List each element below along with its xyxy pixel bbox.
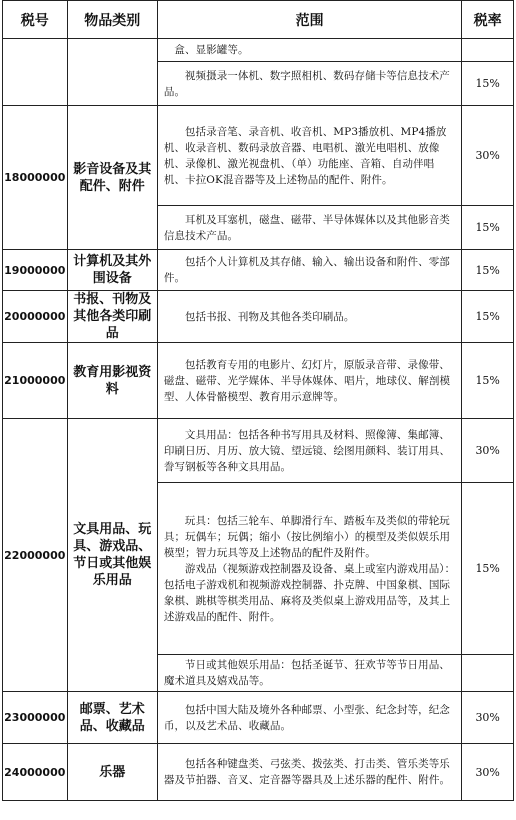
header-tax-code: 税号 [3, 1, 68, 39]
scope: 盒、显影罐等。 [157, 39, 461, 62]
rate: 15% [462, 206, 514, 250]
scope: 包括教育专用的电影片、幻灯片，原版录音带、录像带、磁盘、磁带、光学媒体、半导体媒体、唱片，地球仪、解剖模型、人体骨骼模型、教育用示意牌等。 [157, 343, 461, 419]
scope: 包括个人计算机及其存储、输入、输出设备和附件、零部件。 [157, 250, 461, 291]
category: 乐器 [67, 744, 157, 801]
rate [462, 655, 514, 692]
table-row [3, 692, 514, 744]
header-scope: 范围 [157, 1, 461, 39]
rate: 30% [462, 744, 514, 801]
scope: 玩具：包括三轮车、单脚滑行车、踏板车及类似的带轮玩具；玩偶车；玩偶；缩小（按比例缩小）的模型及类似娱乐用模型；智力玩具等及上述物品的配件及附件。 游戏品（视频游戏控制器及设备、桌上或室内游戏用品）：包括电子游戏机和视频游戏控制器、扑克牌、中国象棋、国际象棋、跳棋等棋类用品、麻将及类似桌上游戏用品等，及其上述游戏品的配件、附件。 [157, 483, 461, 655]
rate: 15% [462, 62, 514, 106]
category: 影音设备及其配件、附件 [67, 106, 157, 250]
table-row [3, 744, 514, 801]
rate: 15% [462, 343, 514, 419]
header-row [3, 1, 514, 39]
scope: 包括录音笔、录音机、收音机、MP3播放机、MP4播放机、收录音机、数码录放音器、电唱机、激光电唱机、放像机、录像机、激光视盘机、（单）功能座、音箱、自动伴唱机、卡拉OK混音器等及上述物品的配件、附件。 [157, 106, 461, 206]
rate: 15% [462, 250, 514, 291]
scope: 文具用品：包括各种书写用具及材料、照像簿、集邮簿、印刷日历、月历、放大镜、望远镜、绘图用颜料、装订用具、誊写钢板等各种文具用品。 [157, 419, 461, 483]
category: 计算机及其外围设备 [67, 250, 157, 291]
scope: 耳机及耳塞机，磁盘、磁带、半导体媒体以及其他影音类信息技术产品。 [157, 206, 461, 250]
rate: 15% [462, 483, 514, 655]
rate: 30% [462, 106, 514, 206]
category: 书报、刊物及其他各类印刷品 [67, 291, 157, 343]
table-row [3, 291, 514, 343]
rate: 30% [462, 692, 514, 744]
tax-code: 22000000 [3, 419, 68, 692]
category: 教育用影视资料 [67, 343, 157, 419]
table-row [3, 419, 514, 483]
tariff-table [2, 0, 514, 801]
table-row [3, 39, 514, 62]
rate [462, 39, 514, 62]
tax-code: 24000000 [3, 744, 68, 801]
rate: 15% [462, 291, 514, 343]
tax-code: 18000000 [3, 106, 68, 250]
scope: 视频摄录一体机、数字照相机、数码存储卡等信息技术产品。 [157, 62, 461, 106]
scope: 包括各种键盘类、弓弦类、拨弦类、打击类、管乐类等乐器及节拍器、音叉、定音器等器具及上述乐器的配件、附件。 [157, 744, 461, 801]
category: 文具用品、玩具、游戏品、节日或其他娱乐用品 [67, 419, 157, 692]
tax-code: 23000000 [3, 692, 68, 744]
table-row [3, 106, 514, 206]
tax-code: 21000000 [3, 343, 68, 419]
scope: 节日或其他娱乐用品：包括圣诞节、狂欢节等节日用品、魔术道具及嬉戏品等。 [157, 655, 461, 692]
tax-code: 19000000 [3, 250, 68, 291]
category: 邮票、艺术品、收藏品 [67, 692, 157, 744]
table-row [3, 343, 514, 419]
tax-code: 20000000 [3, 291, 68, 343]
table-row [3, 250, 514, 291]
tax-code [3, 39, 68, 106]
header-category: 物品类别 [67, 1, 157, 39]
rate: 30% [462, 419, 514, 483]
scope: 包括中国大陆及境外各种邮票、小型张、纪念封等，纪念币，以及艺术品、收藏品。 [157, 692, 461, 744]
category [67, 39, 157, 106]
scope: 包括书报、刊物及其他各类印刷品。 [157, 291, 461, 343]
header-rate: 税率 [462, 1, 514, 39]
